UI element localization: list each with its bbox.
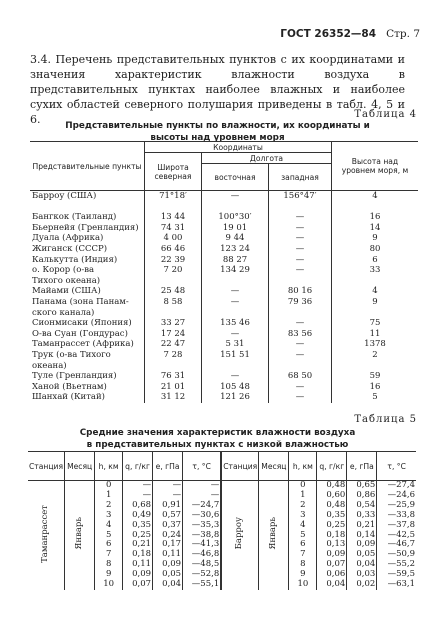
dewpoint-cell-right: —42,5 [377,531,416,541]
height-cell: 11 [332,329,419,340]
height-cell: 1 [95,491,123,501]
dewpoint-cell: —38,8 [183,531,222,541]
table-row [30,382,418,393]
table5-title-line2: в представительных пунктах с низкой влажностью [86,440,349,450]
standard-number: ГОСТ 26352—84 [280,28,377,40]
longitude-east-cell: 19 01 [202,223,269,234]
table5-title [20,427,415,451]
longitude-west-cell: — [269,233,332,244]
point-name-cell: Шанхай (Китай) [32,392,105,403]
vapor-pressure-cell-right: 0,33 [347,511,377,521]
page-number: Стр. 7 [386,28,420,40]
table5-caption: Таблица 5 [354,414,417,425]
dewpoint-cell-right: —63,1 [377,580,416,590]
vapor-pressure-cell-right: 0,65 [347,481,377,491]
longitude-east-cell: 5 31 [202,339,269,350]
point-name-cell: океана) [32,360,67,371]
dewpoint-cell: — [183,481,222,491]
height-cell-right: 0 [289,481,317,491]
vapor-pressure-cell-right: 0,03 [347,570,377,580]
table-row [30,265,418,276]
specific-humidity-cell-right: 0,09 [317,550,347,560]
table5-header-cell: Станция [28,452,65,481]
latitude-cell: 13 44 [145,212,202,223]
specific-humidity-cell: 0,07 [123,580,153,590]
point-name-cell: ского канала) [32,307,95,318]
height-cell: 4 [332,191,419,202]
height-cell-right: 1 [289,491,317,501]
table5-header-cell: q, г/кг [123,452,153,481]
longitude-west-cell: — [269,212,332,223]
specific-humidity-cell: 0,09 [123,570,153,580]
specific-humidity-cell: 0,35 [123,521,153,531]
longitude-east-cell [202,202,269,213]
height-cell: 1378 [332,339,419,350]
longitude-west-cell [269,361,332,372]
latitude-cell: 74 31 [145,223,202,234]
point-name-cell: Дуала (Африка) [32,233,104,244]
longitude-east-cell [202,361,269,372]
longitude-east-cell: 105 48 [202,382,269,393]
longitude-east-cell: 121 26 [202,392,269,403]
vapor-pressure-cell-right: 0,05 [347,550,377,560]
specific-humidity-cell-right: 0,48 [317,481,347,491]
table5-header-cell: τ, °С [377,452,416,481]
table4-col-height: Высота над уровнем моря, м [332,142,419,191]
table5-title-line1: Средние значения характеристик влажности воздуха [79,428,356,438]
height-cell: 14 [332,223,419,234]
point-name-cell: о. Корор (о-ва [32,265,95,276]
table-row [30,308,418,319]
latitude-cell: 22 47 [145,339,202,350]
vapor-pressure-cell: 0,24 [153,531,183,541]
height-cell: 9 [332,233,419,244]
table-row [30,212,418,223]
point-name-cell: Тихого океана) [32,275,101,286]
vapor-pressure-cell: 0,11 [153,550,183,560]
table-row [30,276,418,287]
height-cell: 0 [95,481,123,491]
table-row [30,255,418,266]
table5-header-cell: Станция [221,452,259,481]
month-right [259,481,289,590]
point-name-cell: Трук (о-ва Тихого [32,349,111,360]
dewpoint-cell-right: —27,4 [377,481,416,491]
page-header [0,28,420,40]
vapor-pressure-cell-right: 0,86 [347,491,377,501]
height-cell [332,202,419,213]
height-cell [332,361,419,372]
latitude-cell: 4 00 [145,233,202,244]
longitude-east-cell [202,276,269,287]
table-row [30,202,418,213]
longitude-west-cell: 156°47′ [269,191,332,202]
table5-header-cell: Месяц [65,452,95,481]
longitude-west-cell: 68 50 [269,371,332,382]
height-cell: 80 [332,244,419,255]
table5-header-cell: h, км [95,452,123,481]
dewpoint-cell: —41,3 [183,540,222,550]
longitude-west-cell [269,276,332,287]
vapor-pressure-cell: — [153,491,183,501]
table-row [30,244,418,255]
dewpoint-cell-right: —37,8 [377,521,416,531]
dewpoint-cell-right: —46,7 [377,540,416,550]
vapor-pressure-cell-right: 0,14 [347,531,377,541]
table-row [30,350,418,361]
height-cell: 8 [95,560,123,570]
specific-humidity-cell-right: 0,18 [317,531,347,541]
dewpoint-cell: —30,6 [183,511,222,521]
table5-header-cell: Месяц [259,452,289,481]
specific-humidity-cell-right: 0,07 [317,560,347,570]
month-left [65,481,95,590]
point-name-cell: Ханой (Вьетнам) [32,381,107,392]
height-cell-right: 8 [289,560,317,570]
longitude-east-cell: 135 46 [202,318,269,329]
longitude-east-cell [202,308,269,319]
table-row [30,392,418,403]
longitude-east-cell: 88 27 [202,255,269,266]
height-cell: 16 [332,382,419,393]
point-name-cell: Туле (Гренландия) [32,371,117,382]
table5-header-cell: e, гПа [347,452,377,481]
latitude-cell: 22 39 [145,255,202,266]
latitude-cell [145,361,202,372]
specific-humidity-cell-right: 0,48 [317,501,347,511]
vapor-pressure-cell: 0,04 [153,580,183,590]
longitude-east-cell: — [202,329,269,340]
longitude-west-cell: — [269,223,332,234]
height-cell-right: 5 [289,531,317,541]
longitude-east-cell: — [202,191,269,202]
table-row [30,329,418,340]
table-row [30,191,418,202]
latitude-cell: 71°18′ [145,191,202,202]
height-cell: 7 [95,550,123,560]
latitude-cell: 76 31 [145,371,202,382]
latitude-cell: 25 48 [145,286,202,297]
dewpoint-cell: —24,7 [183,501,222,511]
latitude-cell: 17 24 [145,329,202,340]
vapor-pressure-cell: 0,09 [153,560,183,570]
specific-humidity-cell: 0,68 [123,501,153,511]
height-cell-right: 6 [289,540,317,550]
table5 [28,451,416,590]
longitude-east-cell: 151 51 [202,350,269,361]
table-row [30,361,418,372]
height-cell [332,276,419,287]
longitude-west-cell: — [269,265,332,276]
station-right [221,481,259,590]
point-name-cell [30,202,145,213]
height-cell: 59 [332,371,419,382]
height-cell: 4 [95,521,123,531]
specific-humidity-cell: 0,18 [123,550,153,560]
specific-humidity-cell-right: 0,13 [317,540,347,550]
vapor-pressure-cell: 0,37 [153,521,183,531]
height-cell: 5 [95,531,123,541]
table-row [30,339,418,350]
latitude-cell [145,308,202,319]
table-row [30,286,418,297]
latitude-cell [145,202,202,213]
latitude-cell: 33 27 [145,318,202,329]
dewpoint-cell-right: —50,9 [377,550,416,560]
longitude-west-cell: — [269,339,332,350]
point-name-cell: Таманрассет (Африка) [32,339,134,350]
height-cell: 33 [332,265,419,276]
vapor-pressure-cell-right: 0,21 [347,521,377,531]
height-cell-right: 3 [289,511,317,521]
longitude-east-cell: — [202,297,269,308]
table4-col-lat: Широта северная [145,153,202,191]
table4-col-point: Представительные пункты [30,142,145,191]
table4 [30,141,418,403]
specific-humidity-cell-right: 0,35 [317,511,347,521]
longitude-west-cell: — [269,318,332,329]
specific-humidity-cell: — [123,491,153,501]
table-row [30,297,418,308]
table4-body [30,191,418,403]
specific-humidity-cell: 0,21 [123,540,153,550]
month-right-label: Январь [267,517,278,550]
dewpoint-cell-right: —24,6 [377,491,416,501]
table-row [30,233,418,244]
table4-caption: Таблица 4 [354,109,417,120]
table4-col-east: восточная [202,164,269,191]
longitude-east-cell: — [202,371,269,382]
latitude-cell: 66 46 [145,244,202,255]
dewpoint-cell-right: —59,5 [377,570,416,580]
specific-humidity-cell: 0,49 [123,511,153,521]
table4-col-coords: Координаты [145,142,332,153]
specific-humidity-cell: — [123,481,153,491]
longitude-west-cell: 80 16 [269,286,332,297]
vapor-pressure-cell-right: 0,02 [347,580,377,590]
longitude-east-cell: 100°30′ [202,212,269,223]
latitude-cell: 21 01 [145,382,202,393]
specific-humidity-cell-right: 0,25 [317,521,347,531]
height-cell-right: 4 [289,521,317,531]
height-cell: 9 [95,570,123,580]
longitude-west-cell: — [269,382,332,393]
table4-title-line2: высоты над уровнем моря [150,133,285,143]
height-cell-right: 10 [289,580,317,590]
specific-humidity-cell-right: 0,06 [317,570,347,580]
height-cell: 9 [332,297,419,308]
height-cell: 4 [332,286,419,297]
height-cell: 2 [332,350,419,361]
longitude-west-cell [269,202,332,213]
vapor-pressure-cell-right: 0,04 [347,560,377,570]
table-row [30,371,418,382]
height-cell: 6 [95,540,123,550]
longitude-west-cell: — [269,255,332,266]
longitude-west-cell: — [269,392,332,403]
point-name-cell: Сионмисаки (Япония) [32,318,132,329]
table4-col-long: Долгота [202,153,332,164]
point-name-cell: Жиганск (СССР) [32,243,108,254]
point-name-cell: Майами (США) [32,286,101,297]
longitude-west-cell [269,308,332,319]
height-cell: 6 [332,255,419,266]
table-row [30,318,418,329]
height-cell: 75 [332,318,419,329]
dewpoint-cell-right: —25,9 [377,501,416,511]
table5-header-cell: h, км [289,452,317,481]
point-name-cell: Бангкок (Таиланд) [32,212,117,223]
latitude-cell: 7 28 [145,350,202,361]
table5-body [28,481,416,590]
longitude-west-cell: — [269,350,332,361]
point-name-cell: О-ва Суан (Гондурас) [32,328,128,339]
specific-humidity-cell-right: 0,60 [317,491,347,501]
dewpoint-cell: — [183,491,222,501]
dewpoint-cell-right: —33,8 [377,511,416,521]
vapor-pressure-cell-right: 0,54 [347,501,377,511]
vapor-pressure-cell: 0,17 [153,540,183,550]
dewpoint-cell: —35,3 [183,521,222,531]
vapor-pressure-cell: 0,05 [153,570,183,580]
intro-paragraph: 3.4. Перечень представительных пунктов с их координатами и значения характеристик влажности воздуха в представительных пунктах наиболее влажных и наиболее сухих областей северного полушария приведены в табл. 4, 5 и 6. [30,53,405,126]
height-cell: 16 [332,212,419,223]
height-cell [332,308,419,319]
dewpoint-cell: —55,1 [183,580,222,590]
table5-header-cell: e, гПа [153,452,183,481]
table5-header-cell: τ, °С [183,452,222,481]
latitude-cell: 8 58 [145,297,202,308]
point-name-cell: Бьернейя (Гренландия) [32,222,139,233]
table5-header-row [28,452,416,481]
height-cell: 2 [95,501,123,511]
height-cell-right: 9 [289,570,317,580]
longitude-west-cell: 83 56 [269,329,332,340]
longitude-west-cell: — [269,244,332,255]
height-cell: 5 [332,392,419,403]
dewpoint-cell-right: —55,2 [377,560,416,570]
dewpoint-cell: —48,5 [183,560,222,570]
longitude-west-cell: 79 36 [269,297,332,308]
point-name-cell: Калькутта (Индия) [32,254,118,265]
longitude-east-cell: — [202,286,269,297]
longitude-east-cell: 9 44 [202,233,269,244]
height-cell: 3 [95,511,123,521]
vapor-pressure-cell: 0,57 [153,511,183,521]
dewpoint-cell: —46,8 [183,550,222,560]
latitude-cell: 7 20 [145,265,202,276]
height-cell-right: 7 [289,550,317,560]
table-row [30,223,418,234]
vapor-pressure-cell: — [153,481,183,491]
point-name-cell: Панама (зона Панам- [32,296,129,307]
point-name-cell: Барроу (США) [32,191,97,201]
dewpoint-cell: —52,8 [183,570,222,580]
specific-humidity-cell-right: 0,04 [317,580,347,590]
specific-humidity-cell: 0,11 [123,560,153,570]
longitude-east-cell: 134 29 [202,265,269,276]
specific-humidity-cell: 0,25 [123,531,153,541]
vapor-pressure-cell-right: 0,09 [347,540,377,550]
station-right-label: Барроу [234,517,245,550]
latitude-cell [145,276,202,287]
station-left-label: Таманрассет [40,504,51,563]
table4-title-line1: Представительные пункты по влажности, их координаты и [65,121,370,131]
vapor-pressure-cell: 0,91 [153,501,183,511]
station-left [28,481,65,590]
height-cell-right: 2 [289,501,317,511]
height-cell: 10 [95,580,123,590]
month-left-label: Январь [73,517,84,550]
table4-col-west: западная [269,164,332,191]
table5-header-cell: q, г/кг [317,452,347,481]
longitude-east-cell: 123 24 [202,244,269,255]
latitude-cell: 31 12 [145,392,202,403]
